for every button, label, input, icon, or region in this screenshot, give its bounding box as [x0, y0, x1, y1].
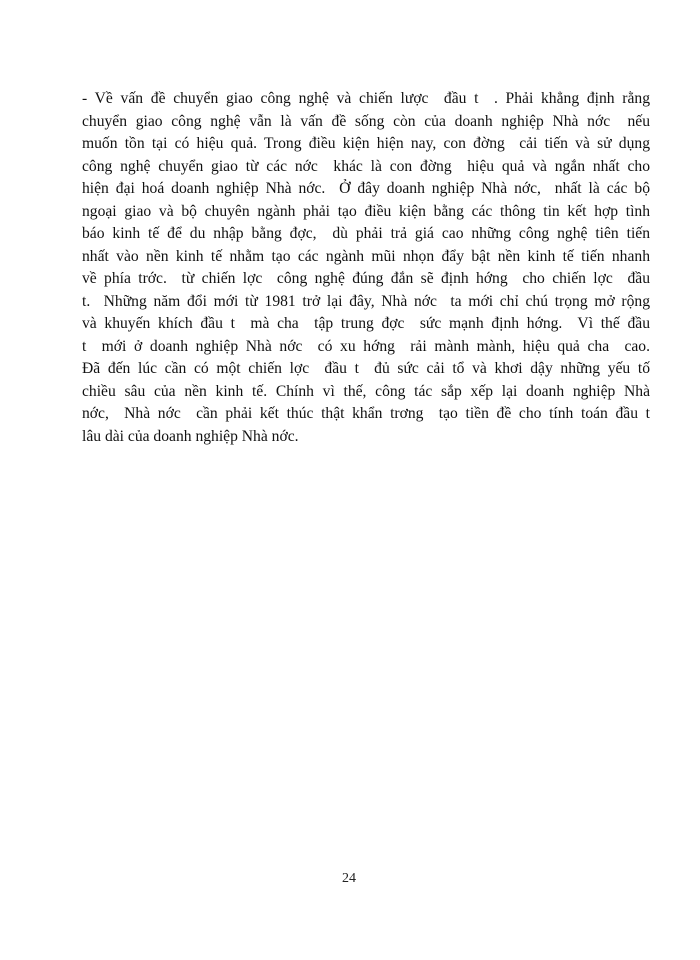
text-line: công nghệ chuyển giao từ các nớc khác là con đờng hiệu quả và ngắn nhất cho — [82, 157, 650, 175]
text-line: và khuyến khích đầu t mà cha tập trung đợc sức mạnh định hớng. Vì thế đầu — [82, 315, 650, 332]
text-line: nhất vào nền kinh tế nhằm tạo các ngành mũi nhọn đẩy bật nền kinh tế tiến nhanh — [82, 247, 650, 265]
page-number-text: 24 — [342, 871, 356, 886]
text-line: hiện đại hoá doanh nghiệp Nhà nớc. Ở đây doanh nghiệp Nhà nớc, nhất là các bộ — [82, 180, 650, 197]
text-line: ngoại giao và bộ chuyên ngành phải tạo điều kiện bằng các thông tin kết hợp tình — [82, 202, 650, 220]
text-line: Đã đến lúc cần có một chiến lợc đầu t đủ sức cải tổ và khơi dậy những yếu tố — [82, 360, 650, 377]
text-line: chiều sâu của nền kinh tế. Chính vì thế, công tác sắp xếp lại doanh nghiệp Nhà — [82, 382, 650, 400]
page-number — [0, 868, 700, 886]
text-line: lâu dài của doanh nghiệp Nhà nớc. — [82, 427, 299, 445]
text-line: nớc, Nhà nớc cần phải kết thúc thật khẩn trơng tạo tiền đề cho tính toán đầu t — [82, 405, 650, 422]
text-line: - Về vấn đề chuyển giao công nghệ và chiến lược đầu t . Phải khẳng định rằng — [82, 90, 650, 107]
text-line: về phía trớc. từ chiến lợc công nghệ đúng đắn sẽ định hớng cho chiến lợc đầu — [82, 270, 650, 287]
body-paragraph — [82, 88, 650, 448]
text-line: t. Những năm đổi mới từ 1981 trở lại đây, Nhà nớc ta mới chỉ chú trọng mở rộng — [82, 292, 650, 310]
text-line: muốn tồn tại có hiệu quả. Trong điều kiện hiện nay, con đờng cải tiến và sử dụng — [82, 135, 650, 152]
text-line: t mới ở doanh nghiệp Nhà nớc có xu hớng rải mành mành, hiệu quả cha cao. — [82, 337, 650, 355]
text-line: báo kinh tế để du nhập bằng đợc, dù phải trả giá cao những công nghệ tiên tiến — [82, 225, 650, 242]
text-line: chuyển giao công nghệ vẫn là vấn đề sống còn của doanh nghiệp Nhà nớc nếu — [82, 112, 650, 130]
